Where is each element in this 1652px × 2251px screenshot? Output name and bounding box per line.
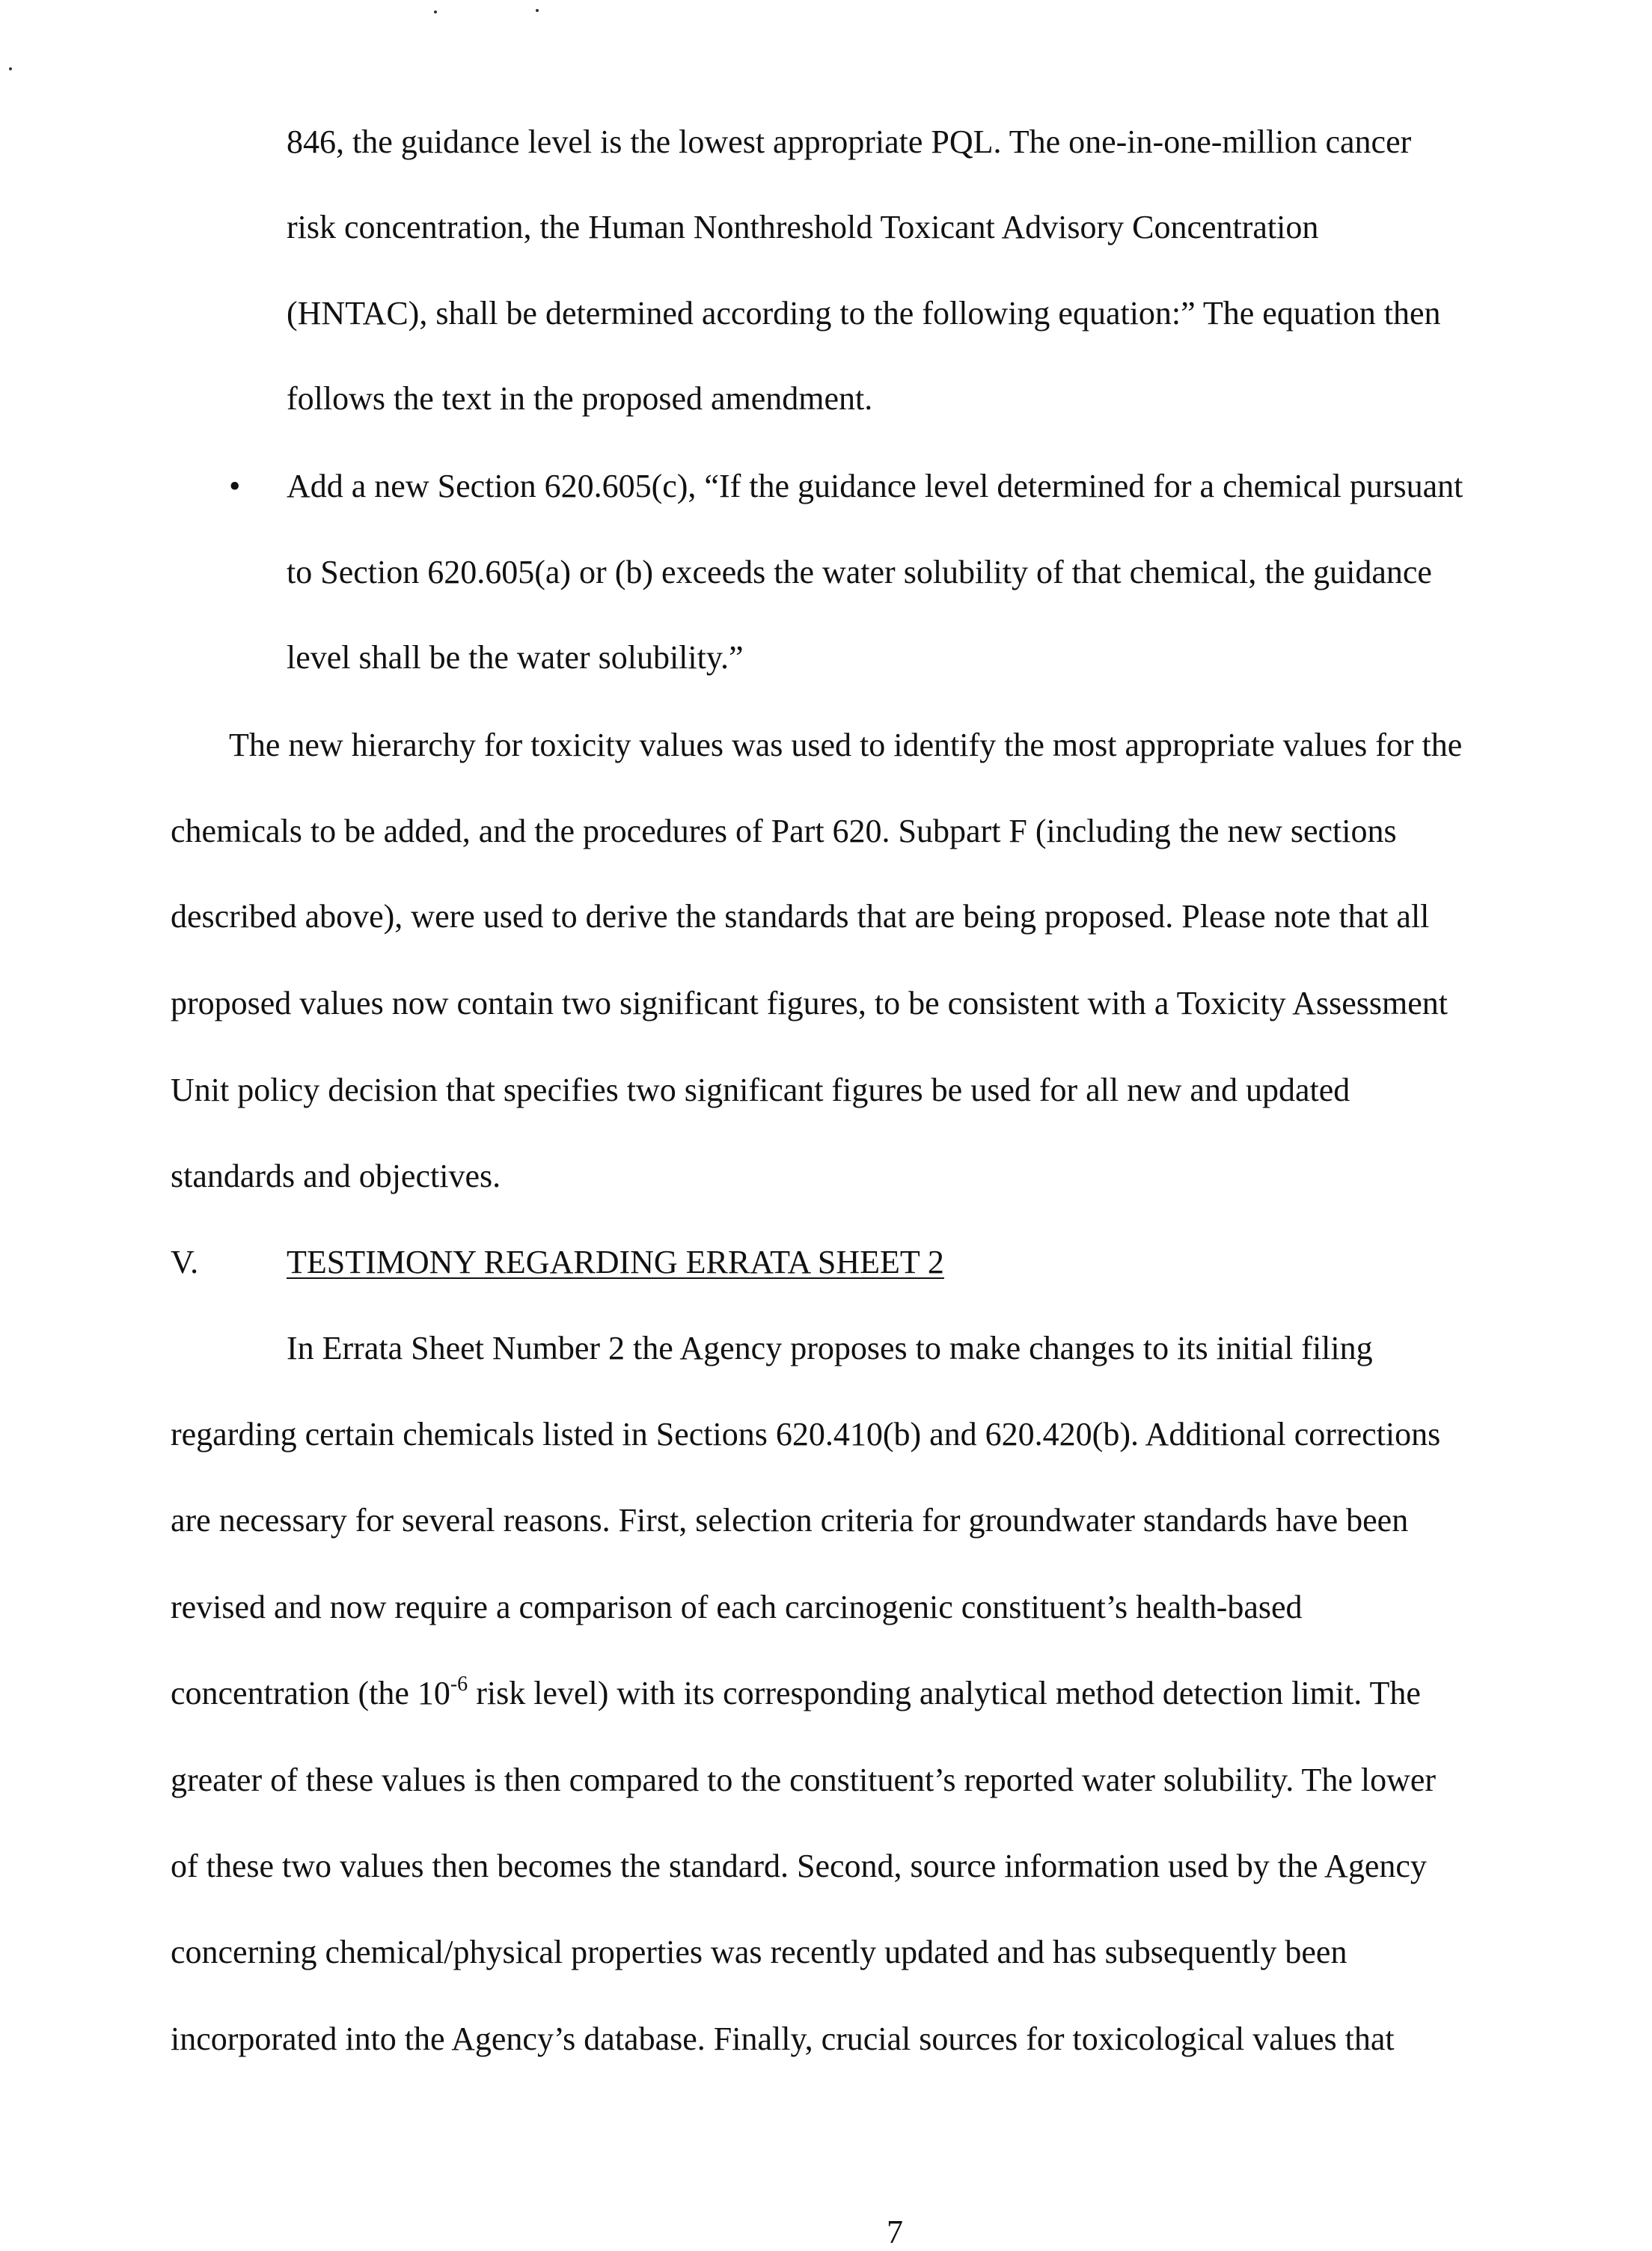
continuation-line-4: follows the text in the proposed amendment. <box>287 380 873 417</box>
exponent-line-after: risk level) with its corresponding analytical method detection limit. The <box>468 1675 1421 1711</box>
continuation-line-2: risk concentration, the Human Nonthreshold Toxicant Advisory Concentration <box>287 209 1319 245</box>
scan-artifact <box>536 9 539 12</box>
hierarchy-line-2: chemicals to be added, and the procedures of Part 620. Subpart F (including the new sections <box>171 813 1397 849</box>
errata-line-4: revised and now require a comparison of each carcinogenic constituent’s health-based <box>171 1589 1303 1625</box>
hierarchy-line-6: standards and objectives. <box>171 1158 501 1194</box>
scan-artifact <box>434 10 437 13</box>
errata-line-2: regarding certain chemicals listed in Sections 620.410(b) and 620.420(b). Additional corrections <box>171 1416 1441 1453</box>
continuation-line-3: (HNTAC), shall be determined according to the following equation:” The equation then <box>287 295 1441 332</box>
hierarchy-line-1: The new hierarchy for toxicity values was used to identify the most appropriate values for the <box>229 727 1463 763</box>
errata-line-5 <box>171 1673 1421 1714</box>
errata-line-8: concerning chemical/physical properties was recently updated and has subsequently been <box>171 1934 1347 1970</box>
section-number: V. <box>171 1244 199 1280</box>
hierarchy-line-3: described above), were used to derive the standards that are being proposed. Please note that all <box>171 898 1430 935</box>
bullet-line-2: to Section 620.605(a) or (b) exceeds the water solubility of that chemical, the guidance <box>287 554 1432 590</box>
errata-line-6: greater of these values is then compared to the constituent’s reported water solubility. The lower <box>171 1762 1437 1798</box>
hierarchy-line-5: Unit policy decision that specifies two significant figures be used for all new and updated <box>171 1072 1350 1108</box>
errata-line-7: of these two values then becomes the standard. Second, source information used by the Agency <box>171 1848 1427 1884</box>
exponent-line-before: concentration (the 10 <box>171 1675 450 1711</box>
errata-line-3: are necessary for several reasons. First, selection criteria for groundwater standards have been <box>171 1502 1409 1539</box>
bullet-line-3: level shall be the water solubility.” <box>287 639 744 676</box>
scan-artifact <box>9 67 12 70</box>
exponent-superscript: -6 <box>450 1673 468 1696</box>
section-title: TESTIMONY REGARDING ERRATA SHEET 2 <box>287 1244 944 1280</box>
errata-line-9: incorporated into the Agency’s database. Finally, crucial sources for toxicological values that <box>171 2021 1395 2057</box>
bullet-line-1: Add a new Section 620.605(c), “If the guidance level determined for a chemical pursuant <box>287 468 1463 504</box>
errata-line-1: In Errata Sheet Number 2 the Agency proposes to make changes to its initial filing <box>287 1330 1373 1366</box>
bullet-symbol: • <box>229 468 241 504</box>
page-number: 7 <box>887 2214 903 2250</box>
continuation-line-1: 846, the guidance level is the lowest appropriate PQL. The one-in-one-million cancer <box>287 123 1412 160</box>
hierarchy-line-4: proposed values now contain two significant figures, to be consistent with a Toxicity Assessment <box>171 985 1448 1021</box>
